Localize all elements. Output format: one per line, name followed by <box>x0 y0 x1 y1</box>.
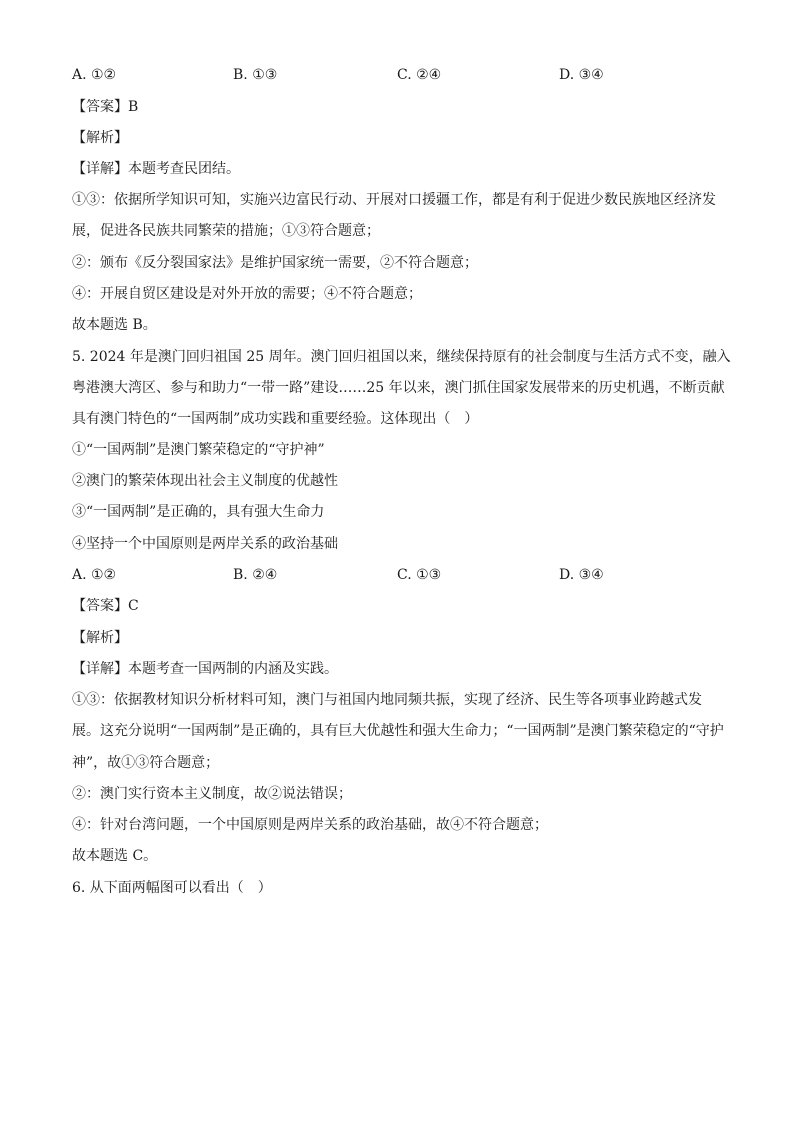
q5-answer: 【答案】C <box>72 598 139 614</box>
q5-stem-1: 5. 2024 年是澳门回归祖国 25 周年。澳门回归祖国以来，继续保持原有的社会制度与生活方式不变，融入 <box>72 349 731 365</box>
q5-statement-2: ②澳门的繁荣体现出社会主义制度的优越性 <box>72 473 338 489</box>
q4-analysis-label: 【解析】 <box>72 130 128 146</box>
q4-line-2: 展，促进各民族共同繁荣的措施；①③符合题意； <box>72 223 380 239</box>
q5-line-5: ④：针对台湾问题，一个中国原则是两岸关系的政治基础，故④不符合题意； <box>72 817 548 833</box>
q5-stem-2: 粤港澳大湾区、参与和助力“一带一路”建设……25 年以来，澳门抓住国家发展带来的历史机遇，不断贡献 <box>72 380 725 396</box>
q4-option-d: D. ③④ <box>559 67 604 83</box>
q5-statement-1: ①“一国两制”是澳门繁荣稳定的“守护神” <box>72 442 325 458</box>
q5-line-2: 展。这充分说明“一国两制”是正确的，具有巨大优越性和强大生命力；“一国两制”是澳门繁荣稳定的“守护 <box>72 723 724 739</box>
q5-line-1: ①③：依据教材知识分析材料可知，澳门与祖国内地同频共振，实现了经济、民生等各项事业跨越式发 <box>72 692 702 708</box>
q4-option-c: C. ②④ <box>397 67 442 83</box>
q5-options <box>72 565 732 585</box>
q4-option-b: B. ①③ <box>233 67 278 83</box>
q4-line-3: ②：颁布《反分裂国家法》是维护国家统一需要，②不符合题意； <box>72 255 478 271</box>
q4-option-a: A. ①② <box>72 67 117 83</box>
q4-line-4: ④：开展自贸区建设是对外开放的需要；④不符合题意； <box>72 286 422 302</box>
q5-statement-3: ③“一国两制”是正确的，具有强大生命力 <box>72 504 325 520</box>
q4-answer: 【答案】B <box>72 99 139 115</box>
q5-line-6: 故本题选 C。 <box>72 848 158 864</box>
q4-detail: 【详解】本题考查民团结。 <box>72 161 240 177</box>
q4-options <box>72 65 732 85</box>
q5-option-b: B. ②④ <box>233 567 278 583</box>
q6-stem: 6. 从下面两幅图可以看出（ ） <box>72 880 272 896</box>
q5-analysis-label: 【解析】 <box>72 630 128 646</box>
q5-line-4: ②：澳门实行资本主义制度，故②说法错误； <box>72 786 352 802</box>
q5-option-a: A. ①② <box>72 567 117 583</box>
q5-detail: 【详解】本题考查一国两制的内涵及实践。 <box>72 661 338 677</box>
q5-stem-3: 具有澳门特色的“一国两制”成功实践和重要经验。这体现出（ ） <box>72 411 479 427</box>
q4-line-1: ①③：依据所学知识可知，实施兴边富民行动、开展对口援疆工作，都是有利于促进少数民族地区经济发 <box>72 192 716 208</box>
q5-line-3: 神”，故①③符合题意； <box>72 755 220 771</box>
q4-line-5: 故本题选 B。 <box>72 317 157 333</box>
q5-statement-4: ④坚持一个中国原则是两岸关系的政治基础 <box>72 536 338 552</box>
q5-option-d: D. ③④ <box>559 567 604 583</box>
q5-option-c: C. ①③ <box>397 567 442 583</box>
